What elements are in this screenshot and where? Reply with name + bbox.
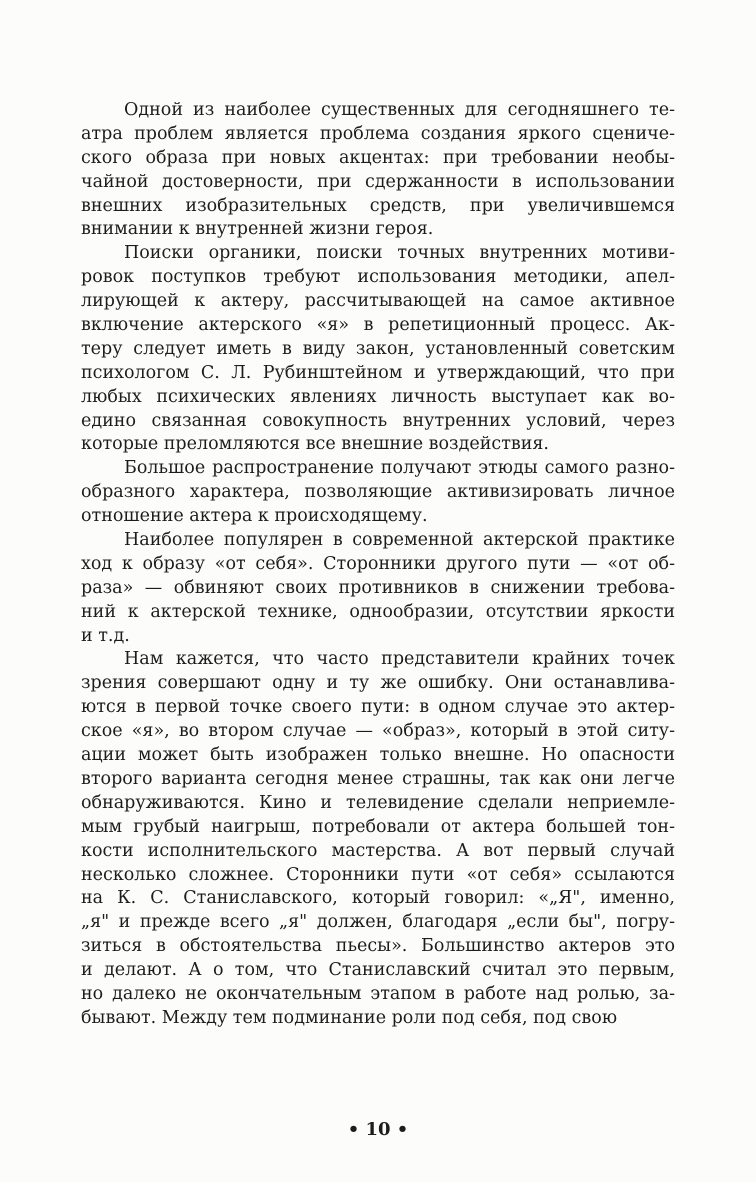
text-line: ации может быть изображен только внешне. Но опасности [81, 745, 675, 766]
text-line: ход к образу «от себя». Сторонники другого пути — «от об- [81, 553, 675, 574]
text-line: которые преломляются все внешние воздействия. [81, 434, 549, 455]
text-line: едино связанная совокупность внутренних условий, через [81, 410, 675, 431]
text-line: кости исполнительского мастерства. А вот первый случай [81, 840, 675, 861]
text-line: ское «я», во втором случае — «образ», который в этой ситу- [81, 721, 675, 742]
text-line: несколько сложнее. Сторонники пути «от себя» ссылаются [81, 864, 675, 885]
text-line: „я" и прежде всего „я" должен, благодаря „если бы", погру- [81, 912, 675, 933]
paragraph [81, 648, 675, 1030]
text-line: образного характера, позволяющие активизировать личное [81, 482, 675, 503]
text-line: психологом С. Л. Рубинштейном и утверждающий, что при [81, 362, 675, 383]
text-line: Большое распространение получают этюды самого разно- [124, 458, 675, 479]
text-line: теру следует иметь в виду закон, установленный советским [81, 338, 675, 359]
text-line: Нам кажется, что часто представители крайних точек [124, 649, 675, 670]
text-line: зиться в обстоятельства пьесы». Большинство актеров это [81, 936, 675, 957]
text-line: ний к актерской технике, однообразии, отсутствии яркости [81, 601, 675, 622]
text-line: атра проблем является проблема создания яркого сцениче- [81, 123, 675, 144]
text-line: но далеко не окончательным этапом в работе над ролью, за- [81, 983, 675, 1004]
text-line: ются в первой точке своего пути: в одном случае это актер- [81, 697, 675, 718]
text-line: Поиски органики, поиски точных внутренних мотиви- [124, 243, 675, 264]
text-line: мым грубый наигрыш, потребовали от актера большей тон- [81, 816, 675, 837]
text-line: раза» — обвиняют своих противников в снижении требова- [81, 577, 675, 598]
text-line: любых психических явлениях личность выступает как во- [81, 386, 675, 407]
text-line: зрения совершают одну и ту же ошибку. Они останавлива- [81, 673, 675, 694]
text-line: второго варианта сегодня менее страшны, так как они легче [81, 768, 675, 789]
text-line: и т.д. [81, 625, 130, 646]
paragraph [81, 242, 675, 457]
text-line: внешних изобразительных средств, при увеличившемся [81, 195, 675, 216]
text-line: чайной достоверности, при сдержанности в использовании [81, 171, 675, 192]
text-line: бывают. Между тем подминание роли под себя, под свою [81, 1007, 618, 1028]
text-line: Одной из наиболее существенных для сегодняшнего те- [124, 100, 675, 120]
text-line: ского образа при новых акцентах: при требовании необы- [81, 147, 675, 168]
text-line: ровок поступков требуют использования методики, апел- [81, 267, 675, 288]
text-line: обнаруживаются. Кино и телевидение сделали неприемле- [81, 792, 675, 813]
paragraph [81, 457, 675, 529]
text-line: включение актерского «я» в репетиционный процесс. Ак- [81, 315, 675, 336]
text-line: отношение актера к происходящему. [81, 506, 428, 527]
text-line: Наиболее популярен в современной актерской практике [124, 530, 675, 551]
body-text [81, 99, 675, 1031]
text-line: и делают. А о том, что Станиславский считал это первым, [81, 960, 675, 981]
text-line: лирующей к актеру, рассчитывающей на самое активное [81, 291, 675, 312]
text-line: внимании к внутренней жизни героя. [81, 219, 434, 240]
text-line: на К. С. Станиславского, который говорил: «„Я", именно, [81, 888, 675, 909]
paragraph [81, 99, 675, 242]
page-number: • 10 • [347, 1119, 409, 1140]
paragraph [81, 529, 675, 648]
